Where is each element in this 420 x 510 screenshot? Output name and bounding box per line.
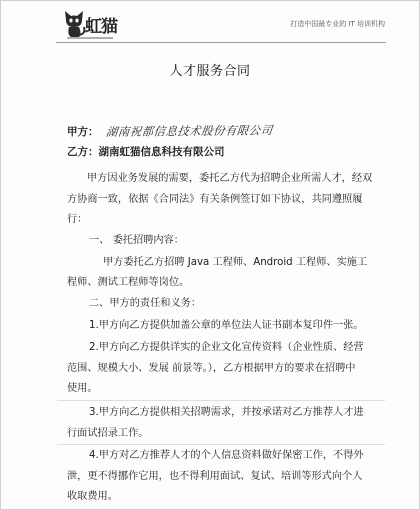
cat-logo-icon <box>61 8 87 38</box>
clause-4 <box>67 446 367 508</box>
preamble-paragraph <box>67 169 373 231</box>
clause-3 <box>67 403 367 444</box>
clause-line: 行面试招录工作。 <box>67 427 149 439</box>
party-a-handwritten-name: 湖南祝都信息技术股份有限公司 <box>104 123 273 139</box>
clause-line: 范围、规模大小、发展 前景等。），乙方根据甲方的要求在招聘中 <box>67 362 356 374</box>
scan-artifact-line <box>57 444 385 445</box>
party-a-line <box>67 122 272 140</box>
contract-title: 人才服务合同 <box>169 64 251 79</box>
clause-2 <box>67 338 367 400</box>
clause-line: 泄，更不得挪作它用，也不得利用面试、复试、培训等形式向个人 <box>67 470 363 482</box>
party-b-name: 湖南虹猫信息科技有限公司 <box>98 146 225 158</box>
section-1-heading: 一、 委托招聘内容： <box>89 235 184 246</box>
section-2-heading: 二、甲方的责任和义务： <box>89 298 202 309</box>
preamble-line: 行： <box>67 214 88 225</box>
logo-submark <box>67 37 113 39</box>
section-1-line: 甲方委托乙方招聘 Java 工程师、Android 工程师、实施工 <box>103 256 368 268</box>
clause-line: 使用。 <box>67 383 98 394</box>
clause-line: 4.甲方对乙方推荐人才的个人信息资料做好保密工作，不得外 <box>89 450 364 461</box>
letterhead-divider <box>56 42 386 43</box>
clause-1 <box>67 316 367 337</box>
section-1-line: 程师、测试工程师等岗位。 <box>67 277 190 288</box>
clause-line: 3.甲方向乙方提供相关招聘需求，并按承诺对乙方推荐人才进 <box>89 407 364 418</box>
party-a-label: 甲方： <box>67 126 99 138</box>
party-b-label: 乙方： <box>67 146 99 158</box>
party-b-line <box>67 143 225 161</box>
clause-line: 收取费用。 <box>67 491 118 502</box>
letterhead-tagline: 打造中国最专业的 IT 培训机构 <box>290 20 385 28</box>
scan-artifact-line <box>57 400 385 401</box>
clause-line: 2.甲方向乙方提供详实的企业文化宣传资料（企业性质、经营 <box>89 342 364 353</box>
preamble-line: 甲方因业务发展的需要，委托乙方代为招聘企业所需人才，经双 <box>87 173 373 184</box>
brand-logo <box>61 8 135 40</box>
preamble-line: 方协商一致，依据《合同法》有关条例签订如下协议，共同遵照履 <box>67 193 363 205</box>
section-1-body <box>67 253 367 294</box>
clause-line: 1.甲方向乙方提供加盖公章的单位法人证书副本复印件一张。 <box>89 320 364 331</box>
logo-wordmark: 虹猫 <box>85 17 117 37</box>
